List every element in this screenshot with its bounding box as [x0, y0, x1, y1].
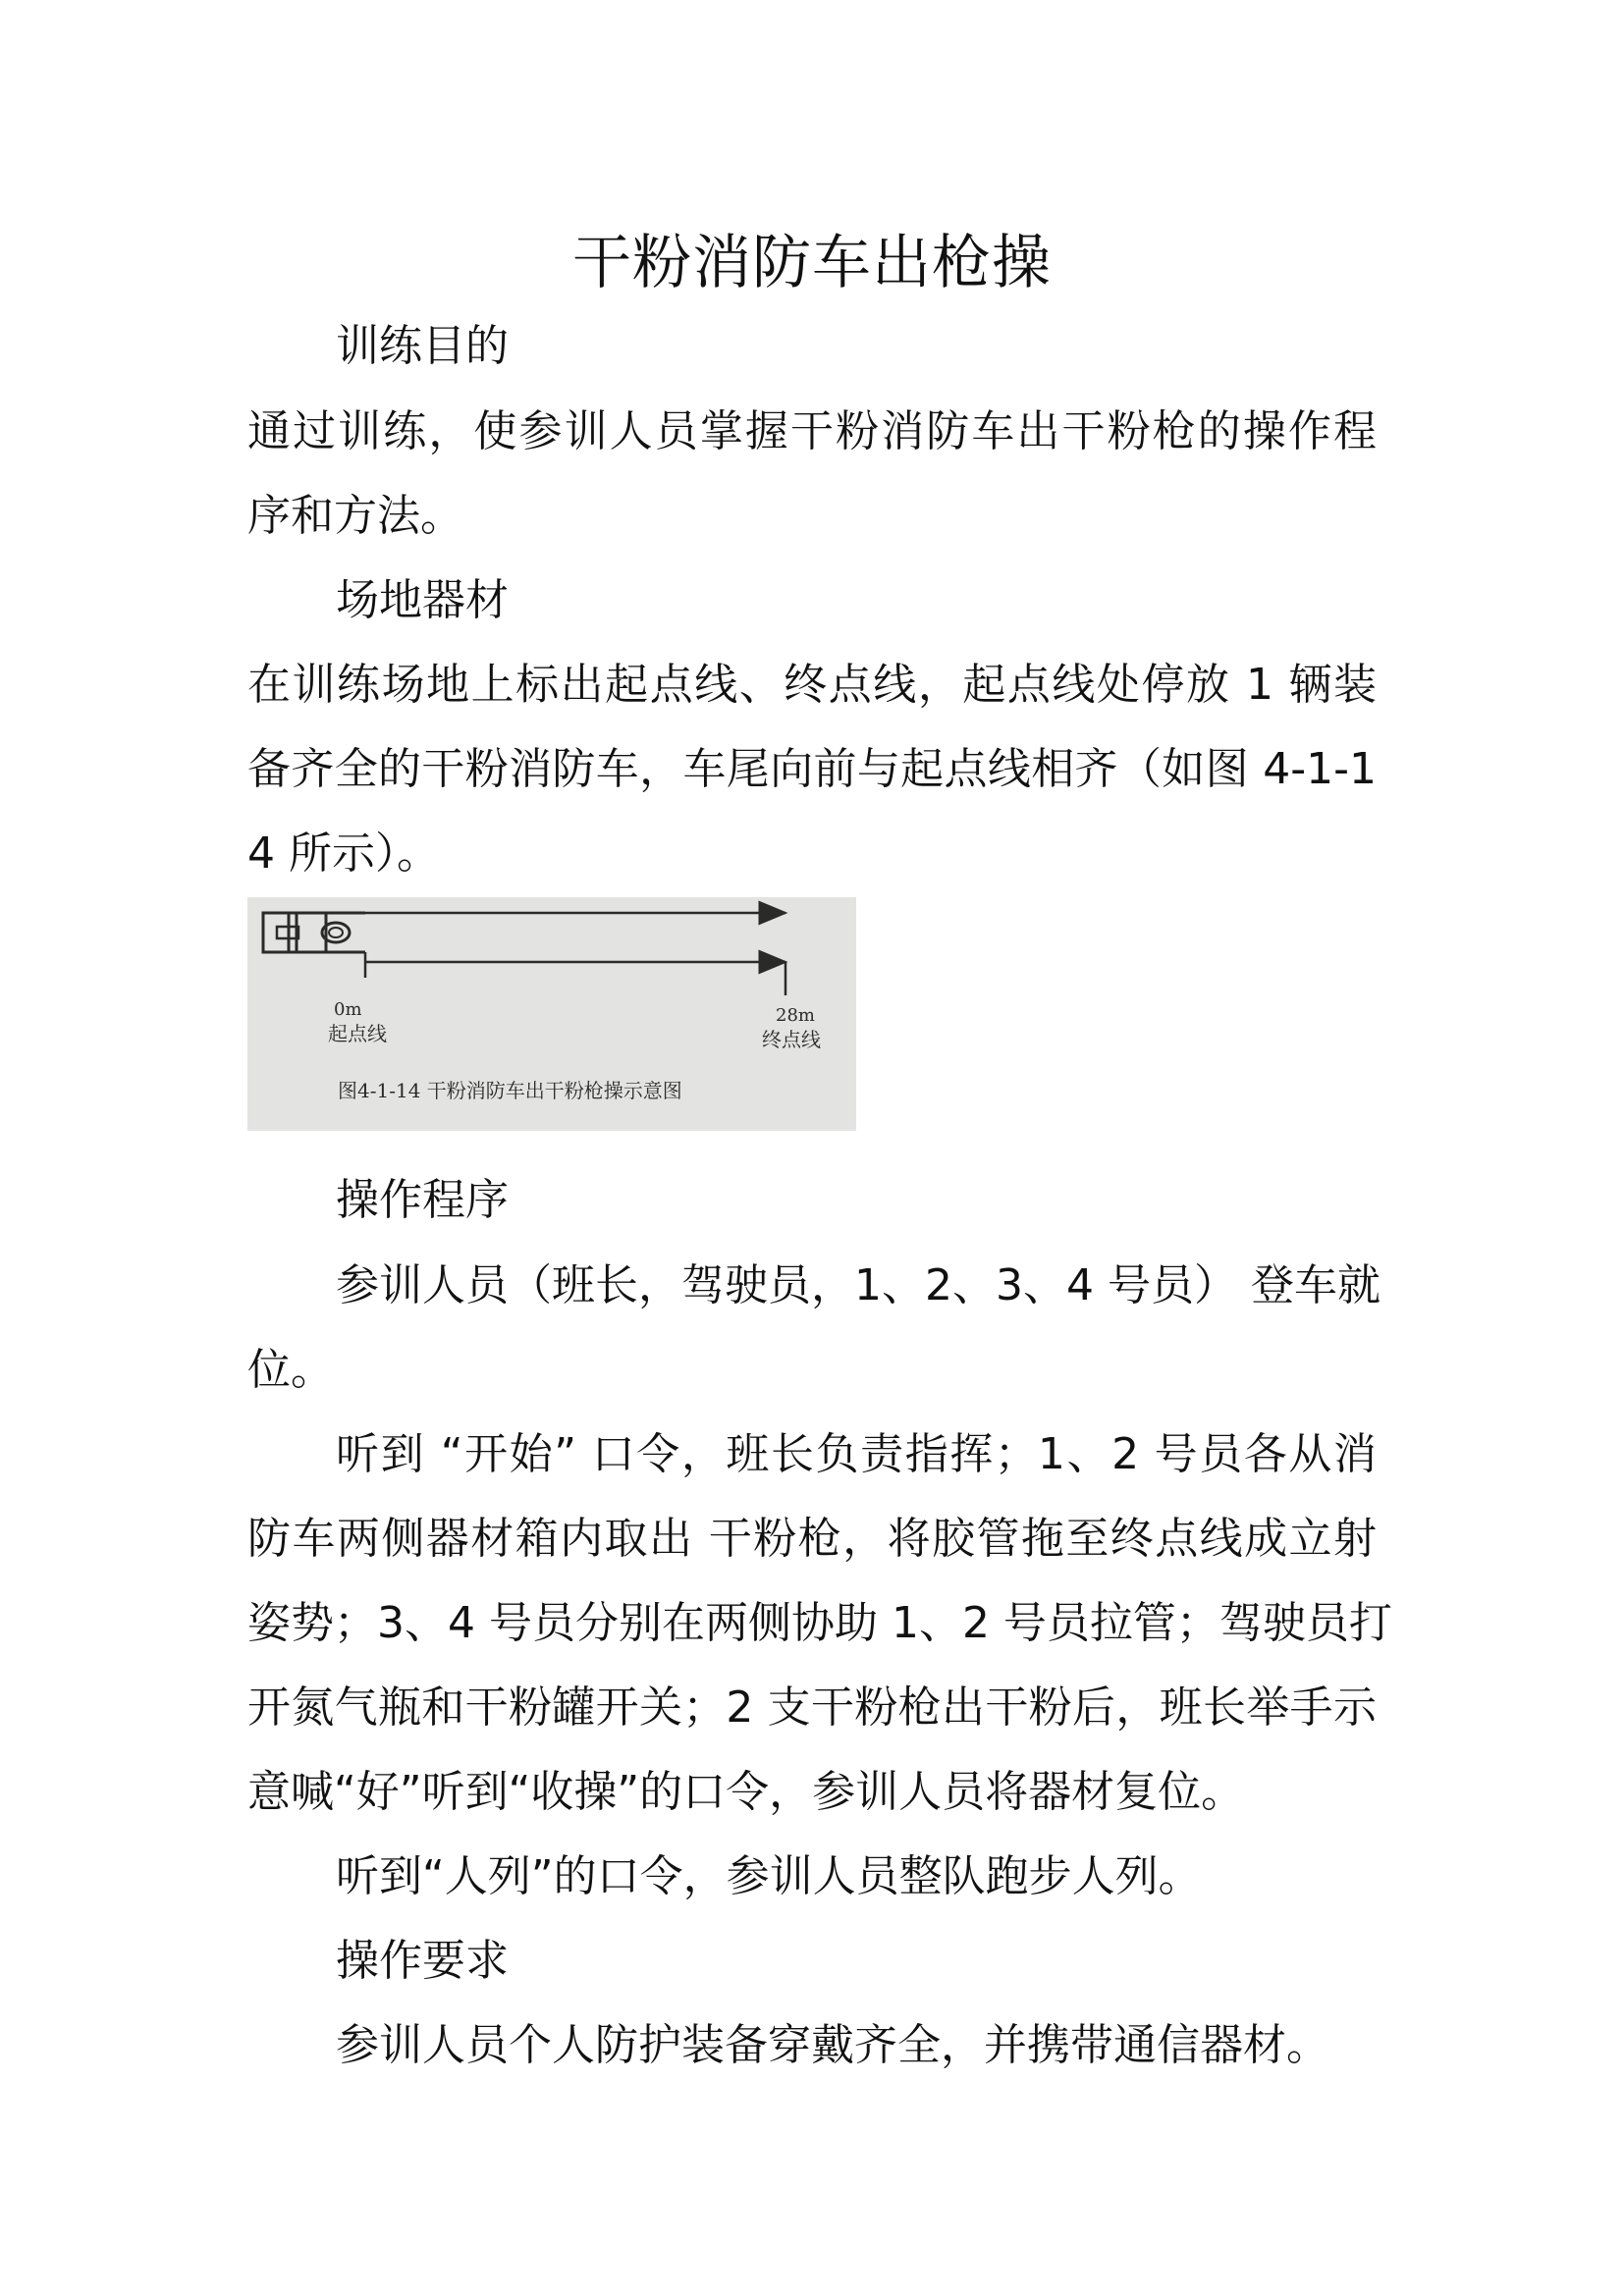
heading-requirements: 操作要求 — [336, 1936, 509, 1986]
fire-truck-icon — [263, 913, 365, 952]
paragraph-line: 听到“人列”的口令，参训人员整队跑步人列。 — [336, 1851, 1202, 1901]
hose-line-lower — [365, 952, 785, 995]
paragraph-line: 参训人员（班长，驾驶员，1、2、3、4 号员） 登车就 — [336, 1260, 1380, 1310]
start-line-label: 起点线 — [328, 1022, 387, 1045]
heading-procedure: 操作程序 — [336, 1175, 509, 1225]
diagram-figure — [247, 897, 856, 1131]
diagram-svg — [247, 897, 856, 1131]
paragraph-line: 序和方法。 — [247, 491, 463, 541]
paragraph-line: 意喊“好”听到“收操”的口令，参训人员将器材复位。 — [247, 1767, 1245, 1817]
paragraph-line: 听到 “开始” 口令，班长负责指挥；1、2 号员各从消 — [336, 1429, 1377, 1479]
paragraph-line: 姿势；3、4 号员分别在两侧协助 1、2 号员拉管；驾驶员打 — [247, 1598, 1392, 1648]
end-line-label: 终点线 — [762, 1028, 821, 1051]
paragraph-line: 位。 — [247, 1345, 334, 1395]
paragraph-line: 在训练场地上标出起点线、终点线，起点线处停放 1 辆装 — [247, 660, 1377, 710]
paragraph-line: 备齐全的干粉消防车，车尾向前与起点线相齐（如图 4-1-1 — [247, 744, 1377, 794]
heading-purpose: 训练目的 — [336, 321, 509, 371]
start-distance-label: 0m — [334, 999, 362, 1020]
heading-site: 场地器材 — [336, 575, 509, 625]
paragraph-line: 通过训练，使参训人员掌握干粉消防车出干粉枪的操作程 — [247, 406, 1377, 456]
paragraph-line: 参训人员个人防护装备穿戴齐全，并携带通信器材。 — [336, 2020, 1329, 2070]
document-title: 干粉消防车出枪操 — [572, 229, 1052, 297]
paragraph-line: 防车两侧器材箱内取出 干粉枪，将胶管拖至终点线成立射 — [247, 1514, 1377, 1564]
paragraph-line: 4 所示）。 — [247, 828, 440, 879]
figure-caption: 图4-1-14 干粉消防车出干粉枪操示意图 — [338, 1079, 682, 1102]
paragraph-line: 开氮气瓶和干粉罐开关；2 支干粉枪出干粉后，班长举手示 — [247, 1682, 1377, 1733]
end-distance-label: 28m — [776, 1005, 815, 1026]
